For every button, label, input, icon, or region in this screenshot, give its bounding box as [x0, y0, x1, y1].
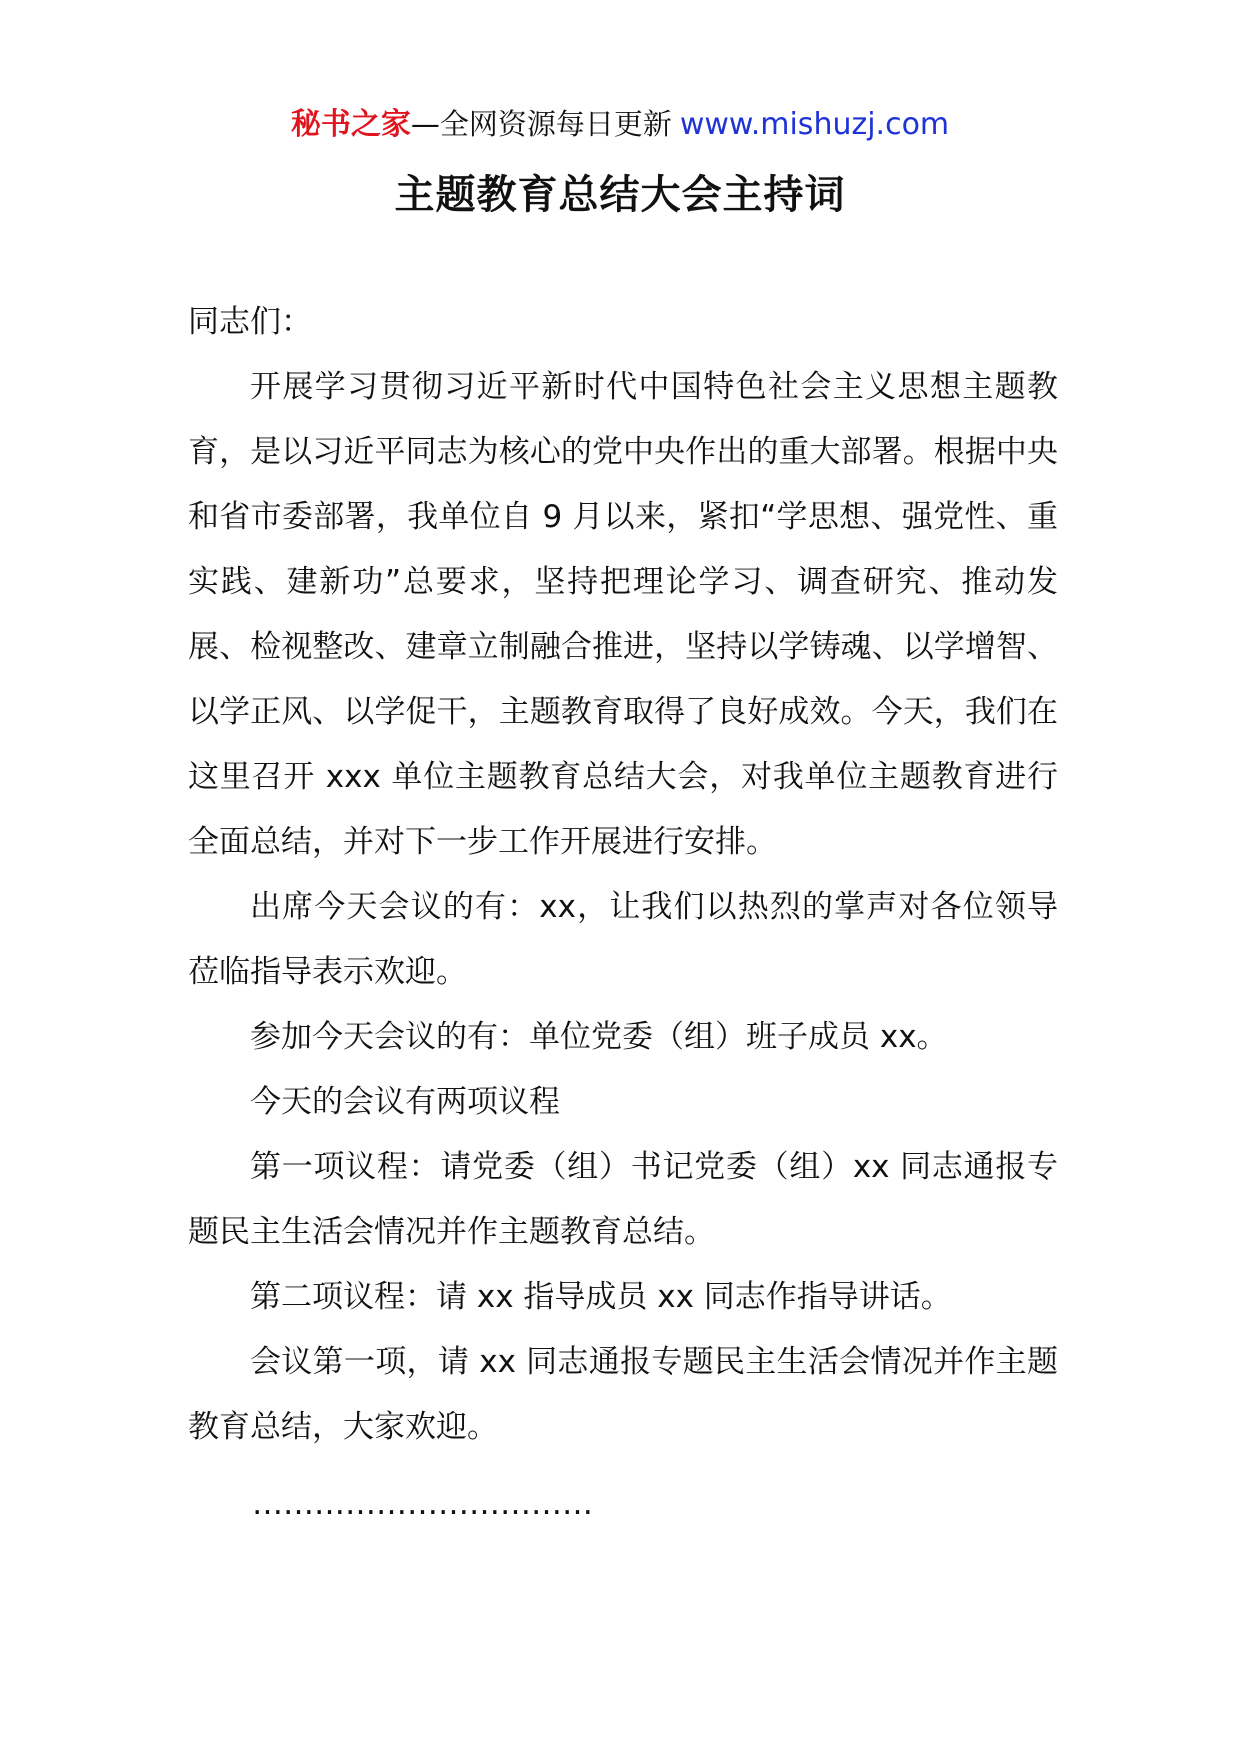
paragraph-intro: 开展学习贯彻习近平新时代中国特色社会主义思想主题教育，是以习近平同志为核心的党中央作出的重大部署。根据中央和省市委部署，我单位自 9 月以来，紧扣“学思想、强党性、重实践、建新功”总要求，坚持把理论学习、调查研究、推动发展、检视整改、建章立制融合推进，坚持以学铸魂、以学增智、以学正风、以学促干，主题教育取得了良好成效。今天，我们在这里召开 xxx 单位主题教育总结大会，对我单位主题教育进行全面总结，并对下一步工作开展进行安排。	[188, 369, 1058, 860]
paragraph-agenda-intro: 今天的会议有两项议程	[250, 1084, 560, 1120]
salutation: 同志们：	[188, 304, 312, 340]
paragraph-attendees-leaders: 出席今天会议的有：xx，让我们以热烈的掌声对各位领导莅临指导表示欢迎。	[188, 889, 1058, 990]
paragraph-attendees-members: 参加今天会议的有：单位党委（组）班子成员 xx。	[250, 1019, 948, 1055]
ellipsis-line: ……………………………	[252, 1486, 593, 1522]
document-body	[188, 290, 1058, 1534]
site-url-link[interactable]: www.mishuzj.com	[679, 107, 950, 142]
brand-name: 秘书之家	[290, 107, 411, 142]
paragraph-agenda-item-2: 第二项议程：请 xx 指导成员 xx 同志作指导讲话。	[250, 1279, 952, 1315]
paragraph-agenda-item-1: 第一项议程：请党委（组）书记党委（组）xx 同志通报专题民主生活会情况并作主题教育总结。	[188, 1149, 1058, 1250]
paragraph-first-session: 会议第一项，请 xx 同志通报专题民主生活会情况并作主题教育总结，大家欢迎。	[188, 1344, 1058, 1445]
banner-tagline: —全网资源每日更新	[410, 107, 672, 141]
document-title: 主题教育总结大会主持词	[394, 172, 846, 218]
site-banner	[0, 104, 1240, 145]
